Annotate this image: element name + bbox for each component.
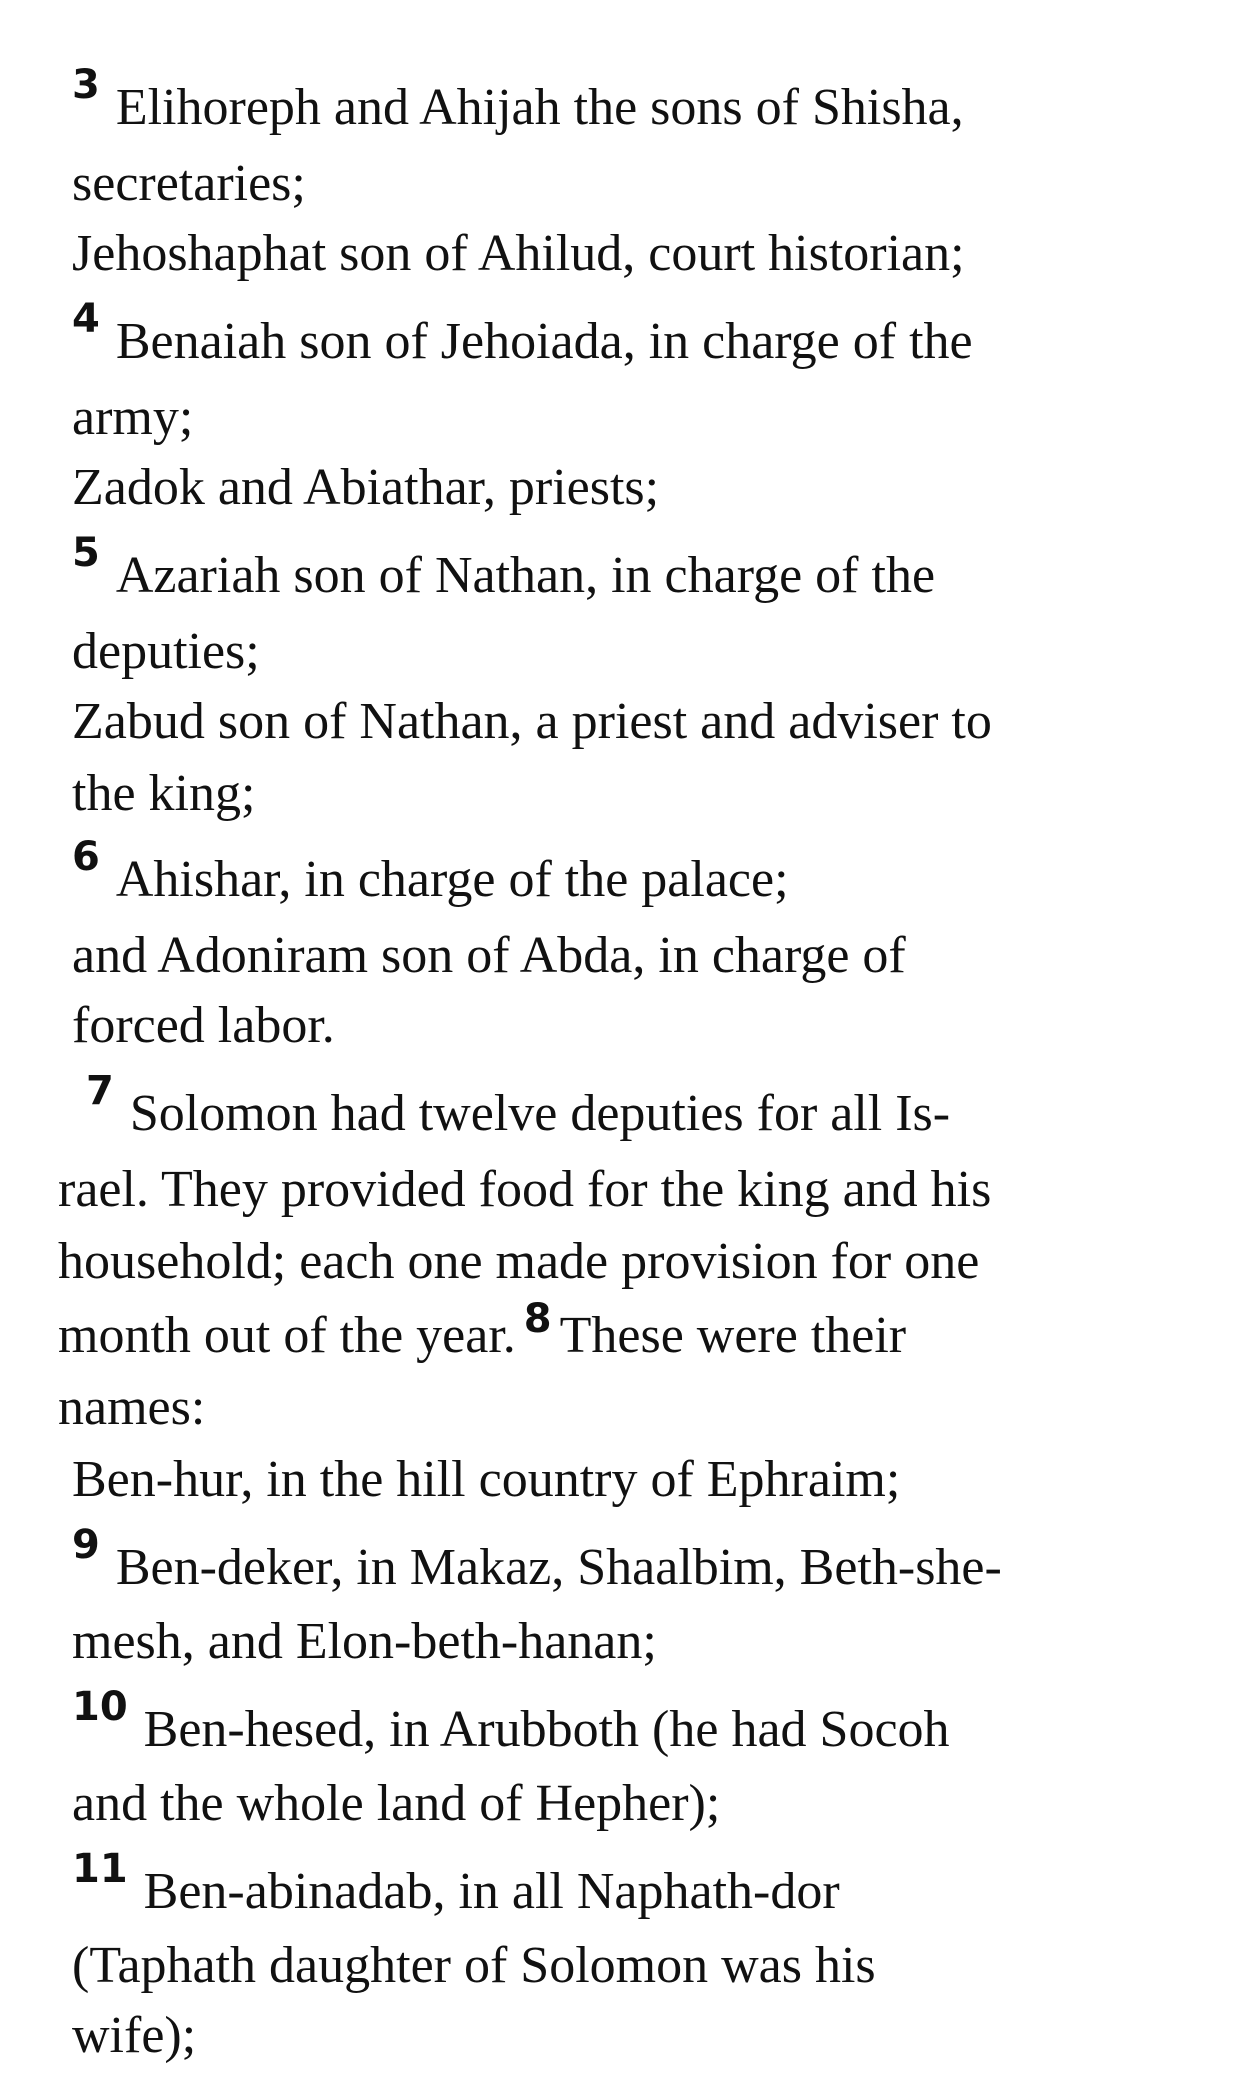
verse-10-line-2: and the whole land of Hepher);: [72, 1775, 721, 1832]
verse-11-line-2: (Taphath daughter of Solomon was his: [72, 1937, 876, 1994]
verse-8-line-2: names:: [58, 1379, 206, 1436]
verse-5-line-1: [72, 530, 936, 609]
verse-3-line-3: Jehoshaphat son of Ahilud, court historian;: [72, 225, 965, 282]
verse-text: Azariah son of Nathan, in charge of the: [115, 547, 936, 604]
verse-number: 3: [72, 62, 100, 108]
verse-3-line-1: [72, 62, 964, 141]
verse-10-line-1: [72, 1684, 950, 1763]
verse-text: Ben-deker, in Makaz, Shaalbim, Beth-she-: [115, 1539, 1002, 1596]
verse-6-line-2: and Adoniram son of Abda, in charge of: [72, 927, 906, 984]
verse-text: Elihoreph and Ahijah the sons of Shisha,: [115, 79, 964, 136]
verse-3-line-2: secretaries;: [72, 155, 306, 212]
verse-11-line-3: wife);: [72, 2007, 197, 2064]
verse-text: Ahishar, in charge of the palace;: [115, 851, 789, 908]
verse-number: 9: [72, 1522, 100, 1568]
verse-7-line-1: [86, 1068, 951, 1147]
verse-5-line-3: Zabud son of Nathan, a priest and adviser to: [72, 693, 992, 750]
verse-number: 4: [72, 296, 100, 342]
verse-number: 6: [72, 834, 100, 880]
verse-4-line-2: army;: [72, 389, 194, 446]
verse-text: Solomon had twelve deputies for all Is-: [129, 1085, 951, 1142]
verse-5-line-2: deputies;: [72, 623, 260, 680]
verse-number: 5: [72, 530, 100, 576]
verse-5-line-4: the king;: [72, 765, 256, 822]
verse-number: 8: [523, 1296, 552, 1342]
verse-text: These were their: [559, 1307, 907, 1364]
verse-4-line-3: Zadok and Abiathar, priests;: [72, 459, 660, 516]
verse-7-line-3: household; each one made provision for one: [58, 1233, 980, 1290]
verse-11-line-1: [72, 1846, 840, 1925]
verse-8-line-3: Ben-hur, in the hill country of Ephraim;: [72, 1451, 901, 1508]
verse-number: 11: [72, 1846, 128, 1892]
verse-text: Ben-hesed, in Arubboth (he had Socoh: [143, 1701, 950, 1758]
verse-text: month out of the year.: [58, 1307, 516, 1364]
verse-7-line-2: rael. They provided food for the king and his: [58, 1161, 992, 1218]
verse-number: 10: [72, 1684, 128, 1730]
verse-text: Ben-abinadab, in all Naphath-dor: [143, 1863, 840, 1920]
verse-6-line-1: [72, 834, 789, 913]
verse-4-line-1: [72, 296, 973, 375]
verse-number: 7: [86, 1068, 114, 1114]
verse-7-line-4: [58, 1296, 907, 1369]
verse-9-line-2: mesh, and Elon-beth-hanan;: [72, 1613, 657, 1670]
verse-6-line-3: forced labor.: [72, 997, 335, 1054]
verse-9-line-1: [72, 1522, 1002, 1601]
verse-text: Benaiah son of Jehoiada, in charge of the: [115, 313, 973, 370]
